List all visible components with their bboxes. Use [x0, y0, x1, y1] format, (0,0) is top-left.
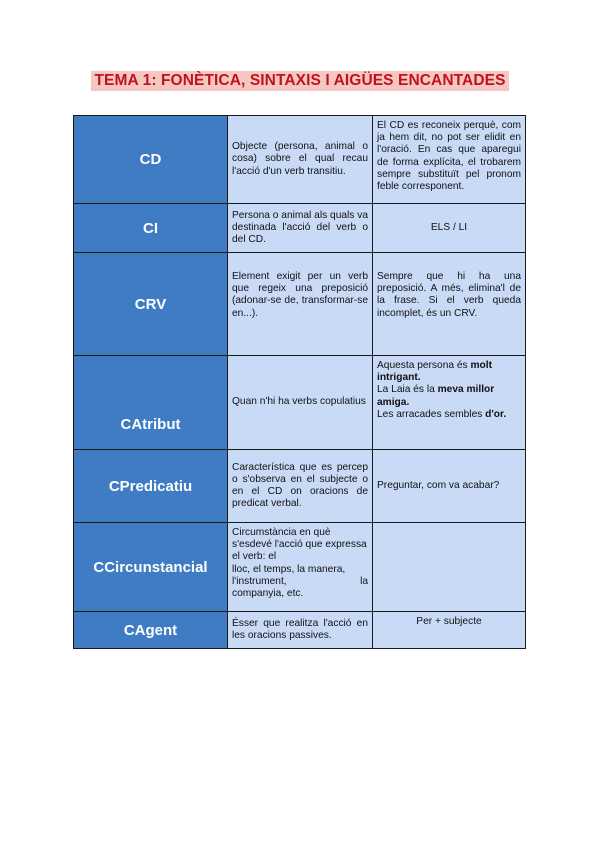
- example-text: Aquesta persona és: [377, 360, 471, 371]
- example-cell: ELS / LI: [373, 204, 526, 253]
- definition-cell: Persona o animal als quals va destinada l'acció del verb o del CD.: [228, 204, 373, 253]
- definition-text: lloc, el temps, la manera,: [232, 563, 346, 575]
- example-text: Les arracades sembles: [377, 408, 486, 420]
- term-cell: CPredicatiu: [74, 450, 228, 523]
- definition-cell: Quan n'hi ha verbs copulatius: [228, 356, 373, 450]
- example-cell: [373, 356, 526, 450]
- page-title: TEMA 1: FONÈTICA, SINTAXIS I AIGÜES ENCANTADES: [91, 71, 508, 91]
- definition-text: companyia, etc.: [232, 588, 304, 600]
- example-bold-text: meva millor amiga.: [377, 384, 495, 408]
- definition-text: Circumstància en què s'esdevé l'acció que expressa el verb: el: [232, 527, 367, 563]
- definition-cell: Característica que es percep o s'observa en el subjecte o en el CD on oracions de predicat verbal.: [228, 450, 373, 523]
- definition-cell: Element exigit per un verb que regeix una preposició (adonar-se de, transformar-se en...).: [228, 253, 373, 356]
- example-cell: Preguntar, com va acabar?: [373, 450, 526, 523]
- term-cell: CD: [74, 116, 228, 204]
- definition-cell: [228, 523, 373, 612]
- example-cell: El CD es reconeix perquè, com ja hem dit, no pot ser elidit en l'oració. En cas que aparegui de forma explícita, el trobarem sempre substituït pel pronom feble corresponent.: [373, 116, 526, 204]
- definition-text: l'instrument, la: [232, 575, 368, 587]
- table-row: [74, 356, 526, 450]
- term-cell: CAgent: [74, 612, 228, 649]
- definition-cell: Ésser que realitza l'acció en les oracions passives.: [228, 612, 373, 649]
- term-cell: CRV: [74, 253, 228, 356]
- syntax-table: [73, 115, 526, 649]
- table-row: [74, 523, 526, 612]
- title-container: [0, 71, 600, 91]
- example-cell: [373, 523, 526, 612]
- example-cell: Sempre que hi ha una preposició. A més, elimina'l de la frase. Si el verb queda incomplet, és un CRV.: [373, 253, 526, 356]
- definition-cell: Objecte (persona, animal o cosa) sobre el qual recau l'acció d'un verb transitiu.: [228, 116, 373, 204]
- table-row: [74, 116, 526, 204]
- table-row: [74, 612, 526, 649]
- example-bold-text: molt intrigant.: [377, 360, 492, 384]
- term-cell: CCircunstancial: [74, 523, 228, 612]
- table-row: [74, 204, 526, 253]
- term-cell: CI: [74, 204, 228, 253]
- example-bold-text: d'or.: [485, 408, 507, 420]
- table-row: [74, 450, 526, 523]
- table-row: [74, 253, 526, 356]
- example-text: La Laia és la: [377, 384, 438, 396]
- term-cell: CAtribut: [74, 356, 228, 450]
- example-cell: Per + subjecte: [373, 612, 526, 649]
